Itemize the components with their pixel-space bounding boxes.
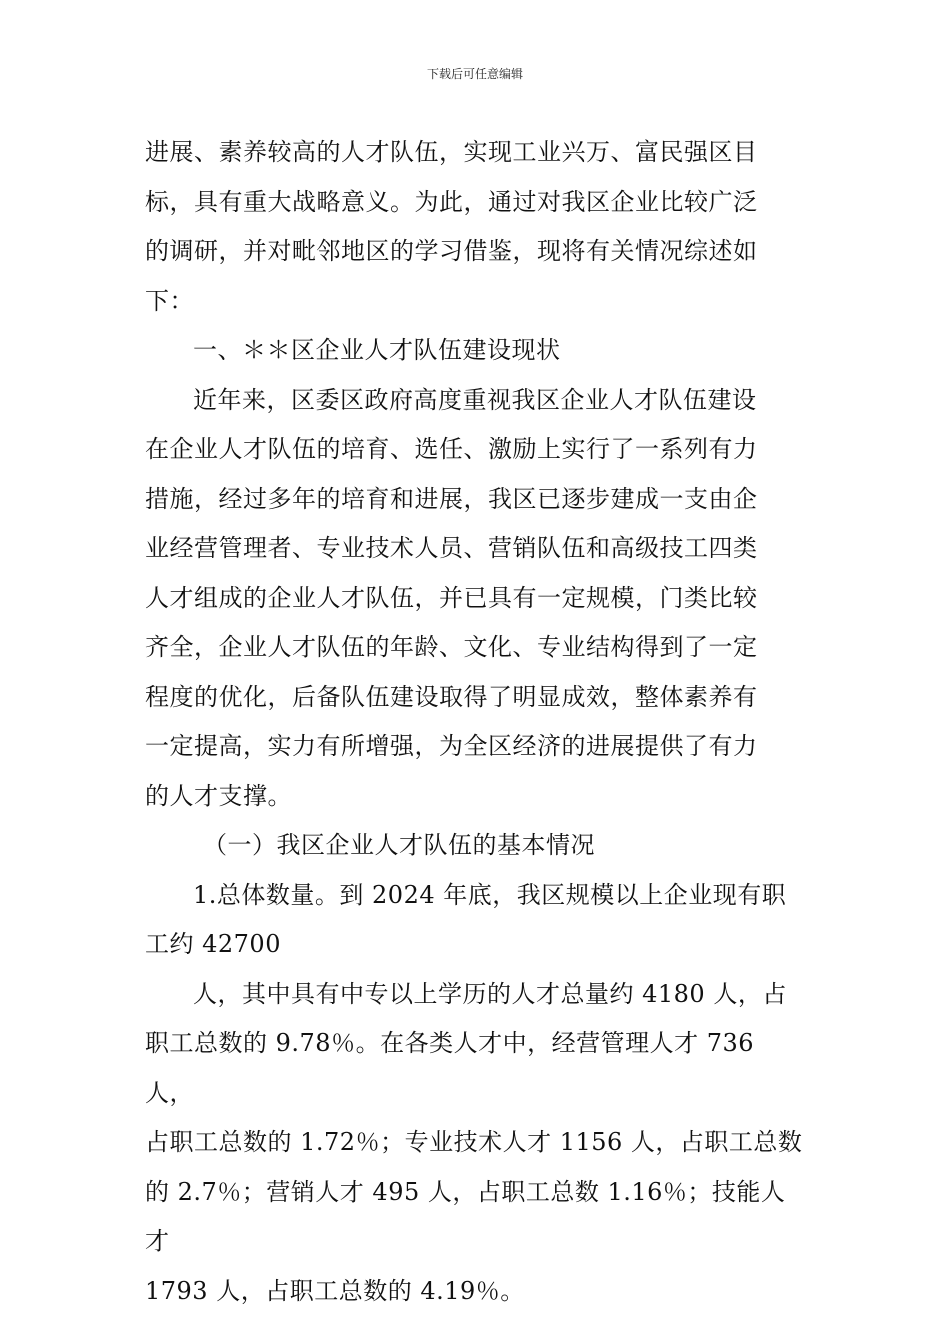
section-heading: 一、＊＊区企业人才队伍建设现状 [193,336,561,364]
paragraph-intro: 进展、素养较高的人才队伍，实现工业兴万、富民强区目 标，具有重大战略意义。为此，通过对我区企业比较广泛 的调研，并对毗邻地区的学习借鉴，现将有关情况综述如 下： [145,138,758,315]
paragraph-status: 近年来，区委区政府高度重视我区企业人才队伍建设 在企业人才队伍的培育、选任、激励上实行了一系列有力 措施，经过多年的培育和进展，我区已逐步建成一支由企 业经营管理者、专业技术人员、营销队伍和高级技工四类 人才组成的企业人才队伍，并已具有一定规模，门类比较 齐全，企业人才队伍的年龄、文化、专业结构得到了一定 程度的优化，后备队伍建设取得了明显成效，整体素养有 一定提高，实力有所增强，为全区经济的进展提供了有力 的人才支撑。 [145,385,758,810]
document-body [145,128,805,1316]
page-header: 下载后可任意编辑 [426,67,523,81]
paragraph-talent-breakdown: 人，其中具有中专以上学历的人才总量约 4180 人，占 职工总数的 9.78％。在各类人才中，经营管理人才 736 人， 占职工总数的 1.72％；专业技术人才 1156 人，占职工总数 的 2.7％；营销人才 495 人，占职工总数 1.16％；技能人才 1793 人，占职工总数的 4.19％。 [145,979,803,1305]
subsection-heading: （一）我区企业人才队伍的基本情况 [203,831,595,859]
paragraph-total-count: 1.总体数量。到 2024 年底，我区规模以上企业现有职 工约 42700 [145,880,787,958]
